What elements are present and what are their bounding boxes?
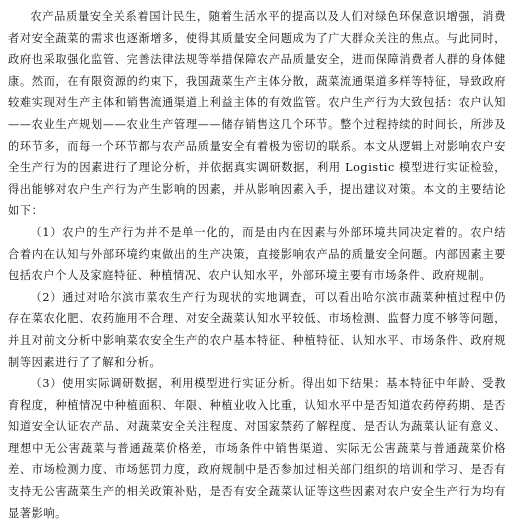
paragraph-conclusion-3: （3）使用实际调研数据，利用模型进行实证分析。得出如下结果：基本特征中年龄、受教育程度，种植情况中种植面积、年限、种植业收入比重，认知水平中是否知道农药停药期、是否知道安全认证农产品、对蔬菜安全关注程度、对国家禁药了解程度、是否认为蔬菜认证有意义、理想中无公害蔬菜与普通蔬菜价格差，市场条件中销售渠道、实际无公害蔬菜与普通蔬菜价格差、市场检测力度、市场惩罚力度，政府规制中是否参加过相关部门组织的培训和学习、是否有支持无公害蔬菜生产的相关政策补贴，是否有安全蔬菜认证等这些因素对农户安全生产行为均有显著影响。 xyxy=(8,377,506,520)
paragraph-conclusion-1: （1）农户的生产行为并不是单一化的，而是由内在因素与外部环境共同决定着的。农户结合着内在认知与外部环境约束做出的生产决策，直接影响农产品的质量安全问题。内部因素主要包括农户个人及家庭特征、种植情况、农户认知水平，外部环境主要有市场条件、政府规制。 xyxy=(8,225,506,283)
paragraph-conclusion-2: （2）通过对哈尔滨市菜农生产行为现状的实地调查，可以看出哈尔滨市蔬菜种植过程中仍存在菜农化肥、农药施用不合理、对安全蔬菜认知水平较低、市场检测、监督力度不够等问题，并且对前文分析中影响菜农安全生产的农户基本特征、种植特征、认知水平、市场条件、政府规制等因素进行了了解和分析。 xyxy=(8,290,506,369)
paragraph-intro: 农产品质量安全关系着国计民生，随着生活水平的提高以及人们对绿色环保意识增强，消费者对安全蔬菜的需求也逐渐增多，使得其质量安全问题成为了广大群众关注的焦点。与此同时，政府也采取强化监管、完善法律法规等举措保障农产品质量安全，进而保障消费者人群的身体健康。然而，在有限资源的约束下，我国蔬菜生产主体分散，蔬菜流通渠道多样等特征，导致政府较难实现对生产主体和销售流通渠道上利益主体的有效监管。农户生产行为大致包括：农户认知——农业生产规划——农业生产管理——储存销售这几个环节。整个过程持续的时间长，所涉及的环节多，而每一个环节都与农产品质量安全有着极为密切的联系。本文从逻辑上对影响农户安全生产行为的因素进行了理论分析，并依据真实调研数据，利用 Logistic 模型进行实证检验，得出能够对农户生产行为产生影响的因素，并从影响因素入手，提出建议对策。本文的主要结论如下： xyxy=(8,10,506,218)
